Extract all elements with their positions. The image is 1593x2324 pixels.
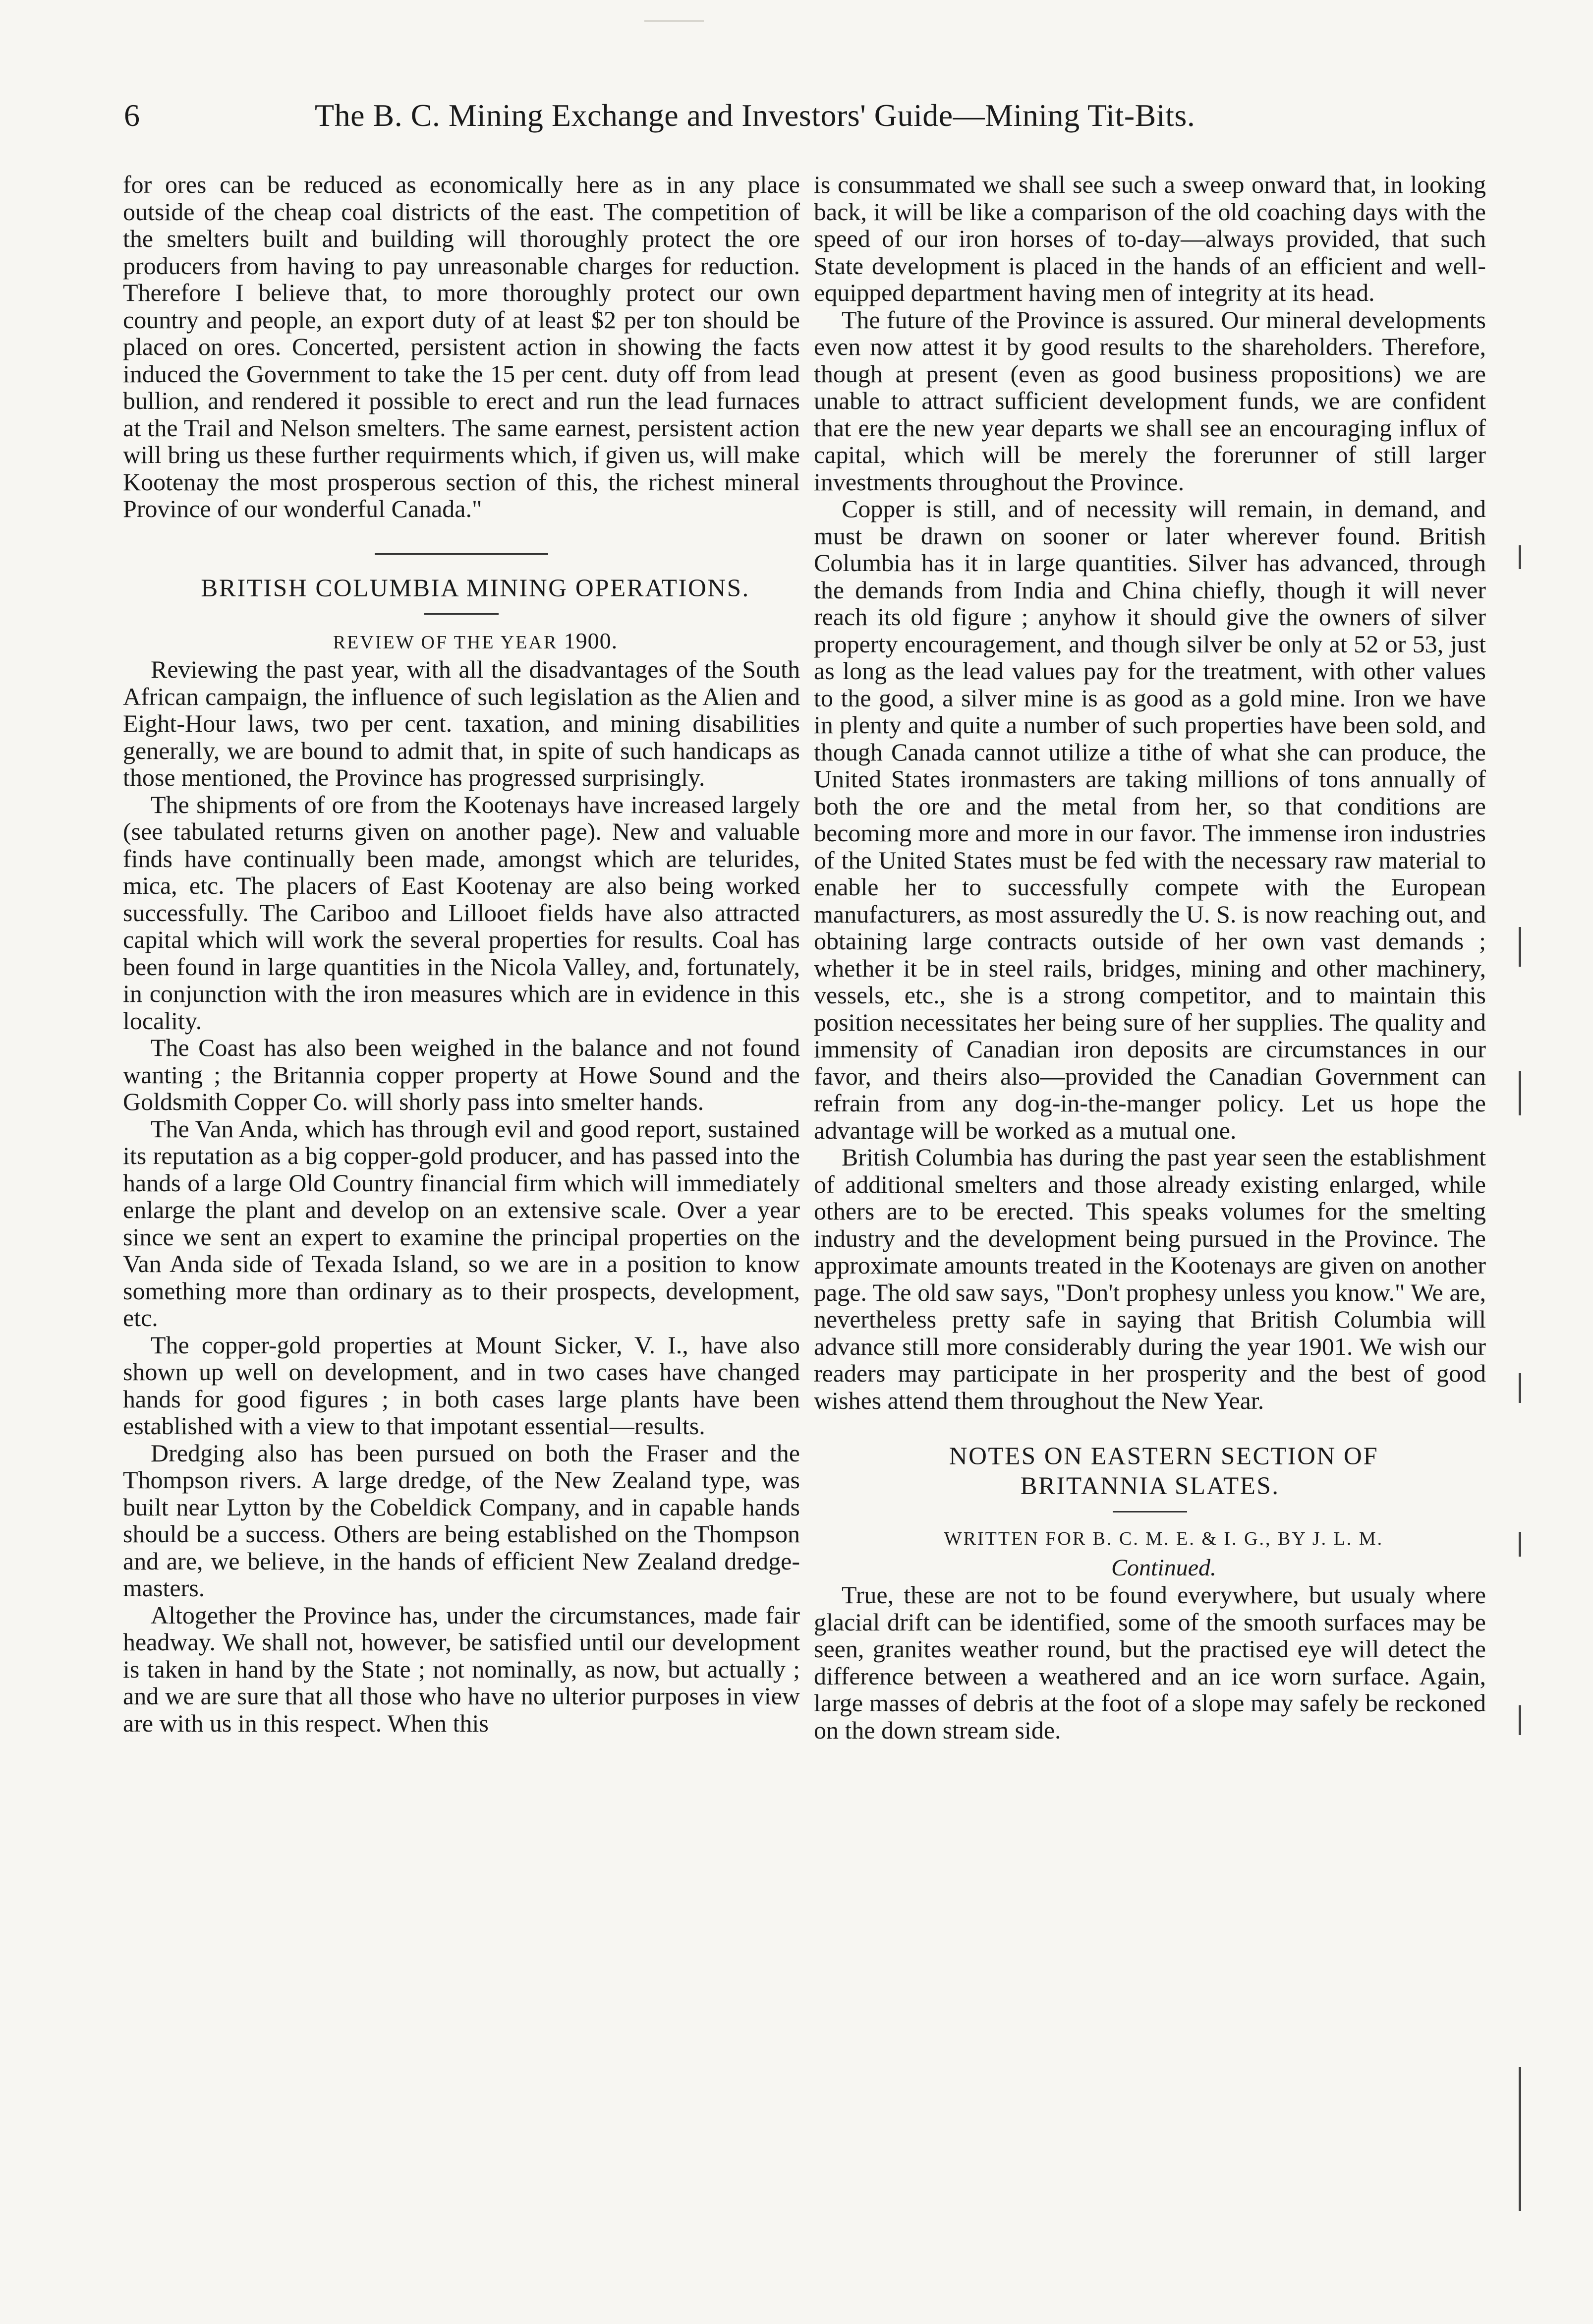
article-paragraph: Reviewing the past year, with all the disadvantages of the South African campaign, the influence of such legislation as the Alien and Eight-Hour laws, two per cent. taxation, and mining disabilities generally, we are bound to admit that, in spite of such handicaps as those mentioned, the Province has progressed surprisingly. (123, 655, 800, 791)
left-column (123, 171, 800, 1737)
margin-mark (1519, 1373, 1521, 1403)
article-paragraph: Dredging also has been pursued on both the Fraser and the Thompson rivers. A large dredge, of the New Zealand type, was built near Lytton by the Cobeldick Company, and in capable hands should be a success. Others are being established on the Thompson and are, we believe, in the hands of efficient New Zealand dredge-masters. (123, 1439, 800, 1602)
notes-title-line2: BRITANNIA SLATES. (1020, 1472, 1280, 1500)
article-paragraph: The future of the Province is assured. Our mineral developments even now attest it by good results to the shareholders. Therefore, though at present (even as good business propositions) we are unable to attract sufficient development funds, we are confident that ere the new year departs we shall see an encouraging influx of capital, which will be merely the forerunner of still larger investments throughout the Province. (814, 305, 1486, 496)
article-paragraph: British Columbia has during the past year seen the establishment of additional smelters and those already existing enlarged, while others are to be erected. This speaks volumes for the smelting industry and the development being pursued in the Province. The approximate amounts treated in the Kootenays are given on another page. The old saw says, "Don't prophesy unless you know." We are, nevertheless pretty safe in saying that British Columbia will advance still more considerably during the year 1901. We wish our readers may participate in her prosperity and the best of good wishes attend them throughout the New Year. (814, 1143, 1486, 1414)
margin-mark (1519, 2067, 1521, 2211)
notes-section-title (814, 1442, 1486, 1501)
margin-mark (1519, 545, 1521, 569)
article-paragraph: The copper-gold properties at Mount Sicker, V. I., have also shown up well on development, and in two cases have changed hands for good figures ; in both cases large plants have been established with a view to that impotant essential—results. (123, 1331, 800, 1440)
section-title: BRITISH COLUMBIA MINING OPERATIONS. (201, 574, 750, 602)
page-number: 6 (124, 98, 140, 133)
section-subtitle (123, 628, 800, 656)
print-smudge (644, 20, 704, 22)
subtitle-year: 1900. (564, 628, 618, 653)
continuation-paragraph: for ores can be reduced as economically here as in any place outside of the cheap coal districts of the east. The competition of the smelters built and building will thoroughly protect the ore producers from having to pay unreasonable charges for reduction. Therefore I believe that, to more thoroughly protect our own country and people, an export duty of at least $2 per ton should be placed on ores. Concerted, persistent action in showing the facts induced the Government to take the 15 per cent. duty off from lead bullion, and rendered it possible to erect and run the lead furnaces at the Trail and Nelson smelters. The same earnest, persistent action will bring us these further requirments which, if given us, will make Kootenay the most prosperous section of this, the richest mineral Province of our wonderful Canada." (123, 171, 800, 523)
margin-mark (1519, 927, 1521, 967)
subtitle-text: REVIEW OF THE YEAR (333, 632, 558, 653)
byline: WRITTEN FOR B. C. M. E. & I. G., BY J. L. M. (944, 1528, 1384, 1549)
section-divider (375, 553, 548, 555)
right-column (814, 171, 1486, 1743)
running-title: The B. C. Mining Exchange and Investors' Guide—Mining Tit-Bits. (315, 98, 1195, 133)
article-paragraph: is consummated we shall see such a sweep onward that, in looking back, it will be like a comparison of the old coaching days with the speed of our iron horses of to-day—always provided, that such State development is placed in the hands of an efficient and well-equipped department having men of integrity at its head. (814, 171, 1486, 306)
article-paragraph: Altogether the Province has, under the circumstances, made fair headway. We shall not, however, be satisfied until our development is taken in hand by the State ; not nominally, as now, but actually ; and we are sure that all those who have no ulterior purposes in view are with us in this respect. When this (123, 1601, 800, 1737)
margin-mark (1519, 1071, 1521, 1115)
section-spacer (814, 1414, 1486, 1442)
title-divider (424, 613, 499, 615)
continued-label: Continued. (1111, 1554, 1216, 1581)
article-paragraph: Copper is still, and of necessity will remain, in demand, and must be drawn on sooner or later wherever found. British Columbia has it in large quantities. Silver has advanced, through the demands from India and China chiefly, though it will never reach its old figure ; anyhow it should give the owners of silver property encouragement, and though silver be only at 52 or 53, just as long as the lead values pay for the treatment, with other values to the good, a silver mine is as good as a gold mine. Iron we have in plenty and quite a number of such properties have been sold, and though Canada cannot utilize a tithe of what she can produce, the United States ironmasters are taking millions of tons annually of both the ore and the metal from her, so that conditions are becoming more and more in our favor. The immense iron industries of the United States must be fed with the necessary raw material to enable her to successfully compete with the European manufacturers, as most assuredly the U. S. is now reaching out, and obtaining large contracts outside of her own vast demands ; whether it be in steel rails, bridges, mining and other machinery, vessels, etc., she is a strong competitor, and to maintain this position necessitates her being sure of her supplies. The quality and immensity of Canadian iron deposits are circumstances in our favor, and theirs also—provided the Canadian Government can refrain from any dog-in-the-manger policy. Let us hope the advantage will be worked as a mutual one. (814, 495, 1486, 1144)
margin-mark (1519, 1532, 1521, 1557)
notes-title-divider (1113, 1511, 1187, 1512)
article-paragraph: The Coast has also been weighed in the balance and not found wanting ; the Britannia copper property at Howe Sound and the Goldsmith Copper Co. will shorly pass into smelter hands. (123, 1034, 800, 1115)
notes-title-line1: NOTES ON EASTERN SECTION OF (949, 1443, 1379, 1470)
article-paragraph: True, these are not to be found everywhere, but usualy where glacial drift can be identified, some of the smooth surfaces may be seen, granites weather round, but the practised eye will detect the difference between a weathered and an ice worn surface. Again, large masses of debris at the foot of a slope may safely be reckoned on the down stream side. (814, 1581, 1486, 1744)
page-header (119, 97, 1487, 142)
article-paragraph: The Van Anda, which has through evil and good report, sustained its reputation as a big copper-gold producer, and has passed into the hands of a large Old Country financial firm which will immediately enlarge the plant and develop on an extensive scale. Over a year since we sent an expert to examine the principal properties on the Van Anda side of Texada Island, so we are in a position to know something more than ordinary as to their prospects, development, etc. (123, 1114, 800, 1332)
article-paragraph: The shipments of ore from the Kootenays have increased largely (see tabulated returns given on another page). New and valuable finds have continually been made, amongst which are telurides, mica, etc. The placers of East Kootenay are also being worked successfully. The Cariboo and Lillooet fields have also attracted capital which will work the several properties for results. Coal has been found in large quantities in the Nicola Valley, and, fortunately, in conjunction with the iron measures which are in evidence in this locality. (123, 790, 800, 1035)
margin-mark (1519, 1705, 1521, 1735)
